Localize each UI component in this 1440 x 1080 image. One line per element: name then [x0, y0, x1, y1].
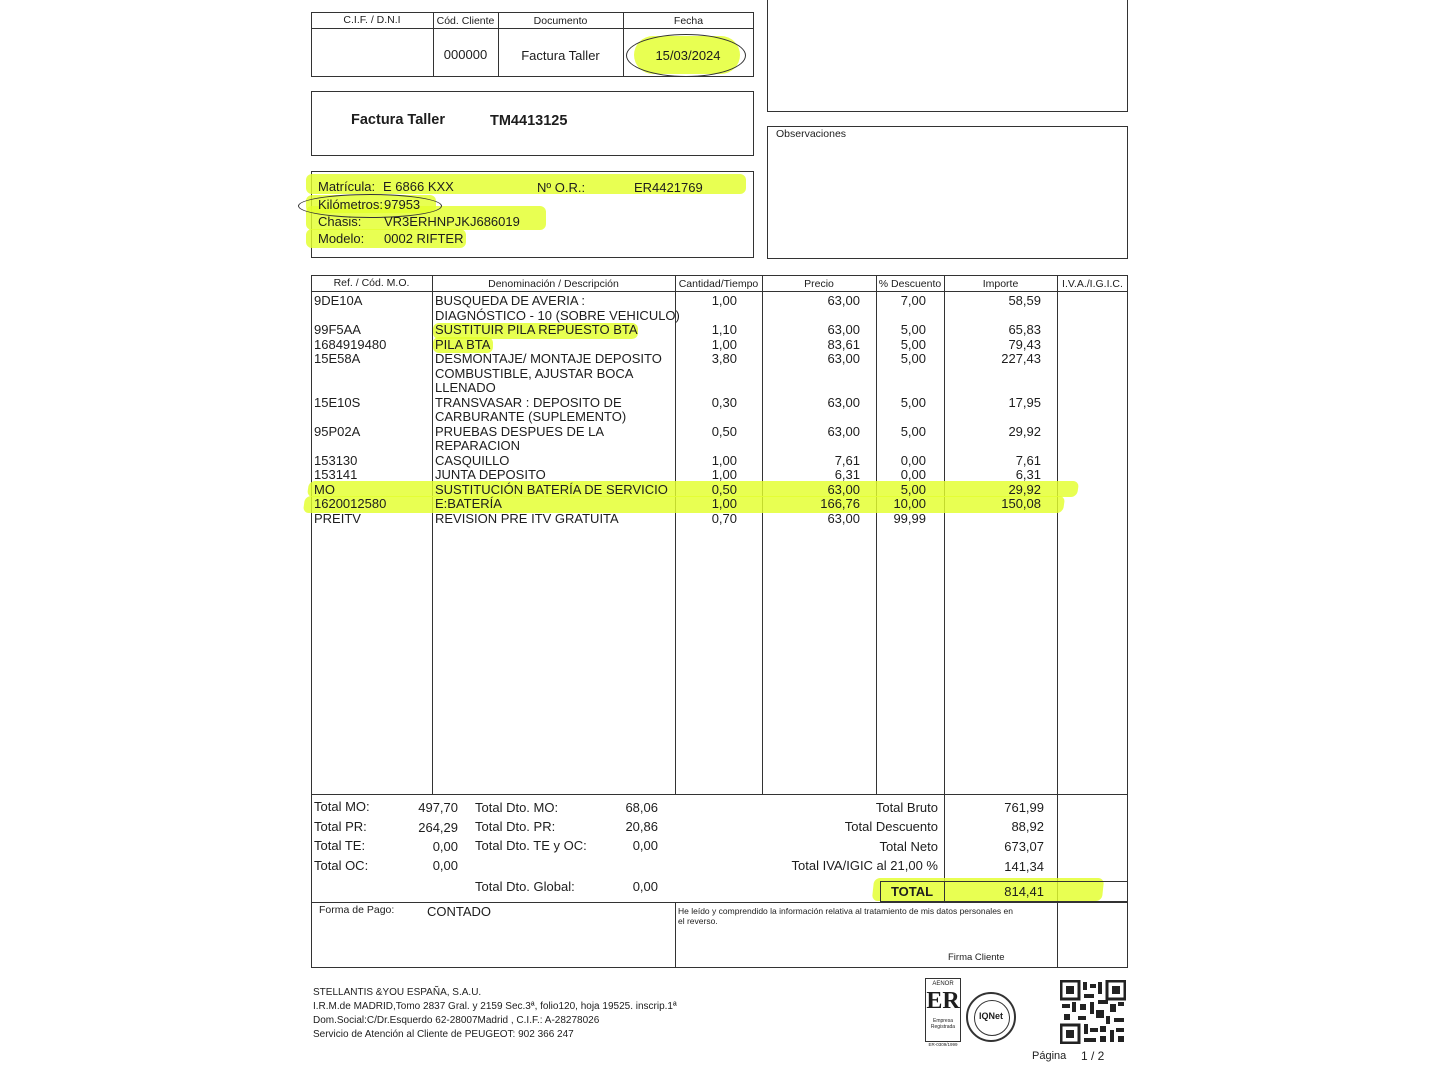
row-description: E:BATERÍA	[435, 496, 502, 511]
row-qty: 0,30	[711, 394, 737, 410]
row-description: DIAGNÓSTICO - 10 (SOBRE VEHICULO)	[435, 307, 680, 323]
total-iva-label: Total IVA/IGIC al 21,00 %	[791, 858, 938, 873]
total-pr-label: Total PR:	[314, 819, 367, 834]
row-discount: 5,00	[900, 322, 926, 337]
row-discount: 5,00	[900, 351, 926, 366]
grand-total-label: TOTAL	[890, 884, 934, 899]
col-price: Precio	[804, 278, 834, 290]
km: 97953	[384, 197, 421, 212]
row-price: 7,61	[834, 452, 860, 468]
total-dto-te-label: Total Dto. TE y OC:	[475, 838, 587, 853]
row-discount: 7,00	[900, 293, 926, 308]
total-bruto: 761,99	[1004, 800, 1044, 815]
plate: E 6866 KXX	[383, 179, 454, 194]
iqnet-logo: IQNet	[966, 992, 1016, 1042]
row-ref: 15E10S	[314, 394, 361, 410]
total-oc: 0,00	[432, 858, 458, 873]
page-label: Página	[1032, 1050, 1067, 1062]
footer-line-4: Servicio de Atención al Cliente de PEUGEOT: 902 366 247	[313, 1029, 574, 1040]
row-ref: PREITV	[314, 510, 361, 526]
row-description: SUSTITUIR PILA REPUESTO BTA	[435, 322, 638, 337]
total-dto-global-label: Total Dto. Global:	[475, 879, 575, 894]
col-discount: % Descuento	[878, 278, 942, 290]
page-number: 1 / 2	[1081, 1049, 1105, 1063]
row-amount: 58,59	[1008, 293, 1041, 308]
total-dto-mo: 68,06	[625, 800, 658, 815]
address-box	[767, 0, 1128, 112]
row-amount: 29,92	[1008, 423, 1041, 439]
total-dto-pr-label: Total Dto. PR:	[475, 819, 556, 834]
row-qty: 1,00	[711, 452, 737, 468]
row-ref: 9DE10A	[314, 293, 363, 308]
row-qty: 0,50	[711, 481, 737, 497]
total-descuento-label: Total Descuento	[844, 819, 938, 834]
row-ref: 1684919480	[314, 336, 387, 352]
row-ref: MO	[314, 481, 335, 497]
row-discount: 10,00	[893, 496, 926, 511]
row-description: REVISION PRE ITV GRATUITA	[435, 510, 619, 526]
row-amount: 17,95	[1008, 394, 1041, 410]
total-dto-mo-label: Total Dto. MO:	[475, 800, 559, 815]
observations-label: Observaciones	[776, 128, 847, 140]
row-qty: 3,80	[711, 351, 737, 366]
row-qty: 1,00	[711, 336, 737, 352]
row-amount: 79,43	[1008, 336, 1041, 352]
total-dto-te: 0,00	[632, 838, 658, 853]
footer-line-1: STELLANTIS &YOU ESPAÑA, S.A.U.	[313, 987, 482, 998]
total-dto-pr: 20,86	[625, 819, 658, 834]
row-qty: 1,00	[711, 293, 737, 308]
total-iva: 141,34	[1004, 859, 1044, 874]
total-mo: 497,70	[418, 800, 458, 815]
row-price: 83,61	[827, 336, 860, 352]
cif-label: C.I.F. / D.N.I	[343, 14, 401, 26]
col-desc: Denominación / Descripción	[488, 278, 619, 290]
chassis: VR3ERHNPJKJ686019	[384, 214, 520, 229]
col-amount: Importe	[982, 278, 1019, 290]
row-description: BUSQUEDA DE AVERIA :	[435, 293, 586, 308]
row-description: LLENADO	[435, 380, 496, 395]
col-qty: Cantidad/Tiempo	[678, 278, 759, 290]
row-ref: 95P02A	[314, 423, 361, 439]
row-price: 63,00	[827, 481, 860, 497]
row-price: 63,00	[827, 322, 860, 337]
model: 0002 RIFTER	[384, 231, 464, 246]
grand-total: 814,41	[1004, 884, 1044, 899]
signature-label: Firma Cliente	[948, 952, 1005, 963]
qr-code	[1060, 980, 1126, 1044]
row-description: REPARACION	[435, 438, 520, 453]
row-qty: 0,70	[711, 510, 737, 526]
total-te: 0,00	[432, 839, 458, 854]
row-description: DESMONTAJE/ MONTAJE DEPOSITO	[435, 351, 662, 366]
row-discount: 0,00	[900, 452, 926, 468]
row-ref: 1620012580	[314, 496, 387, 511]
observations-box	[767, 126, 1128, 259]
row-description: CASQUILLO	[435, 452, 510, 468]
row-amount: 65,83	[1008, 322, 1041, 337]
total-pr: 264,29	[418, 820, 458, 835]
row-ref: 153141	[314, 467, 358, 482]
footer-line-2: I.R.M.de MADRID,Tomo 2837 Gral. y 2159 Sec.3ª, folio120, hoja 19525. inscrip.1ª	[313, 1001, 677, 1012]
row-amount: 227,43	[1001, 351, 1041, 366]
payment-label: Forma de Pago:	[319, 904, 395, 916]
total-neto: 673,07	[1004, 839, 1044, 854]
row-price: 63,00	[827, 423, 860, 439]
total-oc-label: Total OC:	[314, 858, 369, 873]
row-ref: 99F5AA	[314, 322, 361, 337]
row-price: 63,00	[827, 394, 860, 410]
row-price: 6,31	[834, 467, 860, 482]
row-qty: 1,00	[711, 496, 737, 511]
invoice-number: TM4413125	[490, 113, 568, 129]
row-amount: 150,08	[1001, 496, 1041, 511]
invoice-title: Factura Taller	[351, 112, 446, 128]
row-discount: 5,00	[900, 423, 926, 439]
total-bruto-label: Total Bruto	[875, 800, 938, 815]
document-label: Documento	[533, 15, 588, 27]
row-ref: 15E58A	[314, 351, 361, 366]
plate-label: Matrícula:	[318, 179, 376, 194]
total-te-label: Total TE:	[314, 838, 366, 853]
or-number: ER4421769	[634, 180, 703, 195]
row-qty: 1,00	[711, 467, 737, 482]
chassis-label: Chasis:	[318, 214, 362, 229]
aenor-logo: AENOR ER Empresa Registrada ER-0309/1999	[925, 978, 961, 1044]
col-vat: I.V.A./I.G.I.C.	[1062, 278, 1123, 290]
row-price: 63,00	[827, 293, 860, 308]
row-price: 166,76	[820, 496, 860, 511]
km-label: Kilómetros:	[318, 197, 384, 212]
client-code-label: Cód. Cliente	[436, 15, 495, 27]
model-label: Modelo:	[318, 231, 365, 246]
row-amount: 6,31	[1015, 467, 1041, 482]
row-price: 63,00	[827, 510, 860, 526]
payment-method: CONTADO	[427, 904, 492, 919]
row-discount: 99,99	[893, 510, 926, 526]
total-dto-global: 0,00	[632, 879, 658, 894]
row-discount: 5,00	[900, 481, 926, 497]
invoice-date: 15/03/2024	[655, 48, 721, 63]
row-qty: 1,10	[711, 322, 737, 337]
row-description: PRUEBAS DESPUES DE LA	[435, 423, 605, 439]
row-amount: 29,92	[1008, 481, 1041, 497]
total-descuento: 88,92	[1011, 819, 1044, 834]
row-price: 63,00	[827, 351, 860, 366]
privacy-text-2: el reverso.	[678, 916, 718, 926]
client-code: 000000	[443, 47, 488, 62]
row-description: JUNTA DEPOSITO	[435, 467, 546, 482]
col-ref: Ref. / Cód. M.O.	[333, 277, 410, 289]
row-description: COMBUSTIBLE, AJUSTAR BOCA	[435, 365, 634, 381]
row-discount: 0,00	[900, 467, 926, 482]
row-description: SUSTITUCIÓN BATERÍA DE SERVICIO	[435, 481, 668, 497]
row-description: CARBURANTE (SUPLEMENTO)	[435, 409, 627, 424]
total-neto-label: Total Neto	[879, 839, 938, 854]
row-description: TRANSVASAR : DEPOSITO DE	[435, 394, 622, 410]
row-qty: 0,50	[711, 423, 737, 439]
date-label: Fecha	[673, 15, 704, 27]
privacy-text-1: He leído y comprendido la información relativa al tratamiento de mis datos personales en	[678, 906, 1013, 916]
row-discount: 5,00	[900, 394, 926, 410]
footer-line-3: Dom.Social:C/Dr.Esquerdo 62-28007Madrid , C.I.F.: A-28278026	[313, 1015, 600, 1026]
row-description: PILA BTA	[435, 336, 491, 352]
or-label: Nº O.R.:	[537, 180, 586, 195]
total-mo-label: Total MO:	[314, 799, 370, 814]
document-type: Factura Taller	[521, 48, 600, 63]
row-discount: 5,00	[900, 336, 926, 352]
row-ref: 153130	[314, 452, 358, 468]
row-amount: 7,61	[1015, 452, 1041, 468]
